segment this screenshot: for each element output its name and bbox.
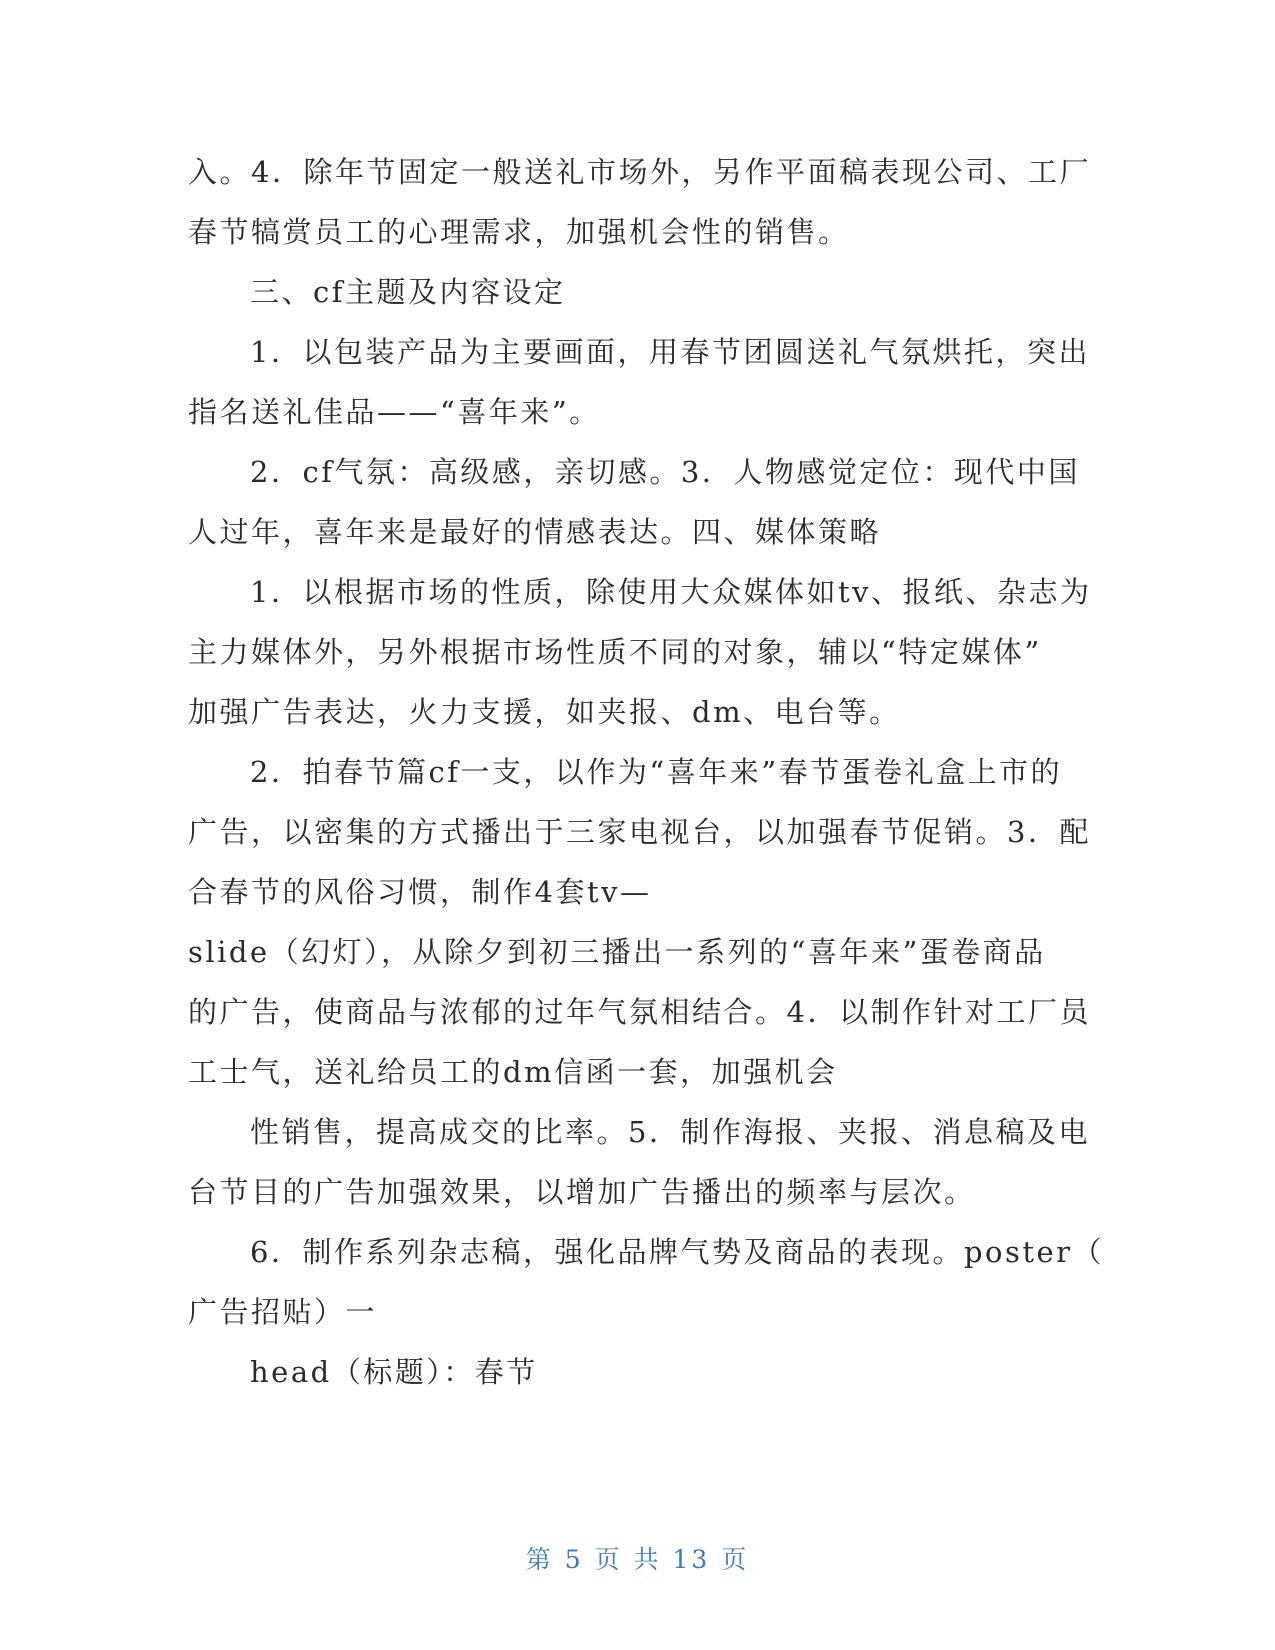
text-line: 主力媒体外，另外根据市场性质不同的对象，辅以“特定媒体”: [188, 635, 1042, 669]
text-line: 合春节的风俗习惯，制作4套tv—: [188, 875, 652, 909]
text-line: 1．以根据市场的性质，除使用大众媒体如tv、报纸、杂志为: [250, 575, 1092, 609]
document-body: [188, 142, 1105, 1402]
text-line: 6．制作系列杂志稿，强化品牌气势及商品的表现。poster（: [250, 1235, 1105, 1269]
text-line: 广告，以密集的方式播出于三家电视台，以加强春节促销。3．配: [188, 815, 1091, 849]
text-line: slide（幻灯），从除夕到初三播出一系列的“喜年来”蛋卷商品: [188, 935, 1046, 969]
text-line: 入。4．除年节固定一般送礼市场外，另作平面稿表现公司、工厂: [188, 155, 1091, 189]
text-line: head（标题）：春节: [250, 1355, 538, 1389]
page-number-label: 第 5 页 共 13 页: [525, 1545, 750, 1574]
text-line: 春节犒赏员工的心理需求，加强机会性的销售。: [188, 215, 850, 249]
section-heading: 三、cf主题及内容设定: [250, 275, 566, 309]
text-line: 1．以包装产品为主要画面，用春节团圆送礼气氛烘托，突出: [250, 335, 1090, 369]
text-line: 指名送礼佳品——“喜年来”。: [188, 395, 601, 429]
text-line: 台节目的广告加强效果，以增加广告播出的频率与层次。: [188, 1175, 976, 1209]
text-line: 的广告，使商品与浓郁的过年气氛相结合。4．以制作针对工厂员: [188, 995, 1091, 1029]
text-line: 加强广告表达，火力支援，如夹报、dm、电台等。: [188, 695, 901, 729]
text-line: 人过年，喜年来是最好的情感表达。四、媒体策略: [188, 515, 882, 549]
text-line: 工士气，送礼给员工的dm信函一套，加强机会: [188, 1055, 838, 1089]
text-line: 2．拍春节篇cf一支，以作为“喜年来”春节蛋卷礼盒上市的: [250, 755, 1063, 789]
text-line: 性销售，提高成交的比率。5．制作海报、夹报、消息稿及电: [250, 1115, 1090, 1149]
text-line: 广告招贴）一: [188, 1295, 378, 1329]
page-footer: [0, 1540, 1275, 1576]
text-line: 2．cf气氛：高级感，亲切感。3．人物感觉定位：现代中国: [250, 455, 1080, 489]
